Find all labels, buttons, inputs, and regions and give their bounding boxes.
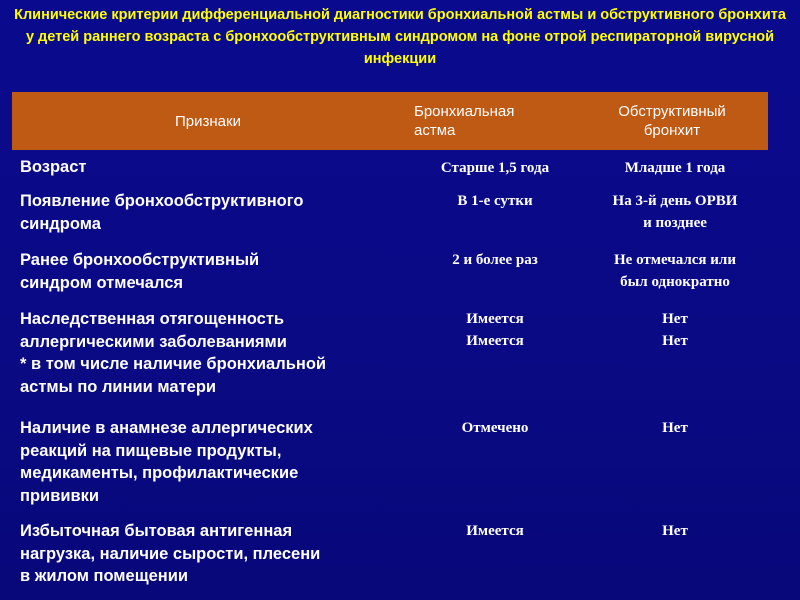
row-label-previous: Ранее бронхообструктивный синдром отмечался bbox=[20, 251, 260, 292]
cell-bronchitis-allergy-history: Нет bbox=[662, 420, 688, 436]
header-signs: Признаки bbox=[175, 112, 241, 130]
row-label-heredity: Наследственная отягощенность аллергическими заболеваниями * в том числе наличие бронхиальной астмы по линии матери bbox=[20, 310, 327, 396]
header-asthma bbox=[414, 92, 574, 150]
cell-asthma-heredity: Имеется Имеется bbox=[466, 311, 524, 349]
cell-bronchitis-onset: На 3-й день ОРВИ и позднее bbox=[612, 193, 738, 231]
cell-asthma-age: Старше 1,5 года bbox=[440, 160, 550, 176]
cell-asthma-previous: 2 и более раз bbox=[452, 252, 538, 268]
title-line: у детей раннего возраста с бронхообструктивным синдромом на фоне отрой респираторной вирусной bbox=[25, 29, 775, 45]
cell-bronchitis-age: Младше 1 года bbox=[624, 160, 726, 176]
header-bronchitis-line: Обструктивный bbox=[618, 103, 726, 120]
header-bronchitis-line: бронхит bbox=[643, 122, 701, 139]
cell-bronchitis-antigen-load: Нет bbox=[662, 523, 688, 539]
cell-bronchitis-previous: Не отмечался или был однократно bbox=[614, 252, 736, 290]
header-bronchitis bbox=[577, 92, 767, 150]
cell-asthma-antigen-load: Имеется bbox=[466, 523, 524, 539]
header-asthma-line: Бронхиальная bbox=[414, 103, 515, 120]
row-label-onset: Появление бронхообструктивного синдрома bbox=[20, 192, 304, 233]
cell-asthma-allergy-history: Отмечено bbox=[461, 420, 529, 436]
slide-title bbox=[0, 4, 800, 70]
title-line: Клинические критерии дифференциальной диагностики бронхиальной астмы и обструктивного бронхита bbox=[14, 7, 786, 23]
cell-asthma-onset: В 1-е сутки bbox=[457, 193, 533, 209]
row-label-antigen-load: Избыточная бытовая антигенная нагрузка, наличие сырости, плесени в жилом помещении bbox=[20, 522, 321, 585]
row-label-age: Возраст bbox=[20, 158, 87, 176]
row-label-allergy-history: Наличие в анамнезе аллергических реакций на пищевые продукты, медикаменты, профилактические прививки bbox=[20, 419, 313, 505]
table-header bbox=[12, 92, 768, 150]
header-asthma-line: астма bbox=[414, 122, 456, 139]
title-line: инфекции bbox=[363, 51, 437, 67]
cell-bronchitis-heredity: Нет Нет bbox=[662, 311, 688, 349]
